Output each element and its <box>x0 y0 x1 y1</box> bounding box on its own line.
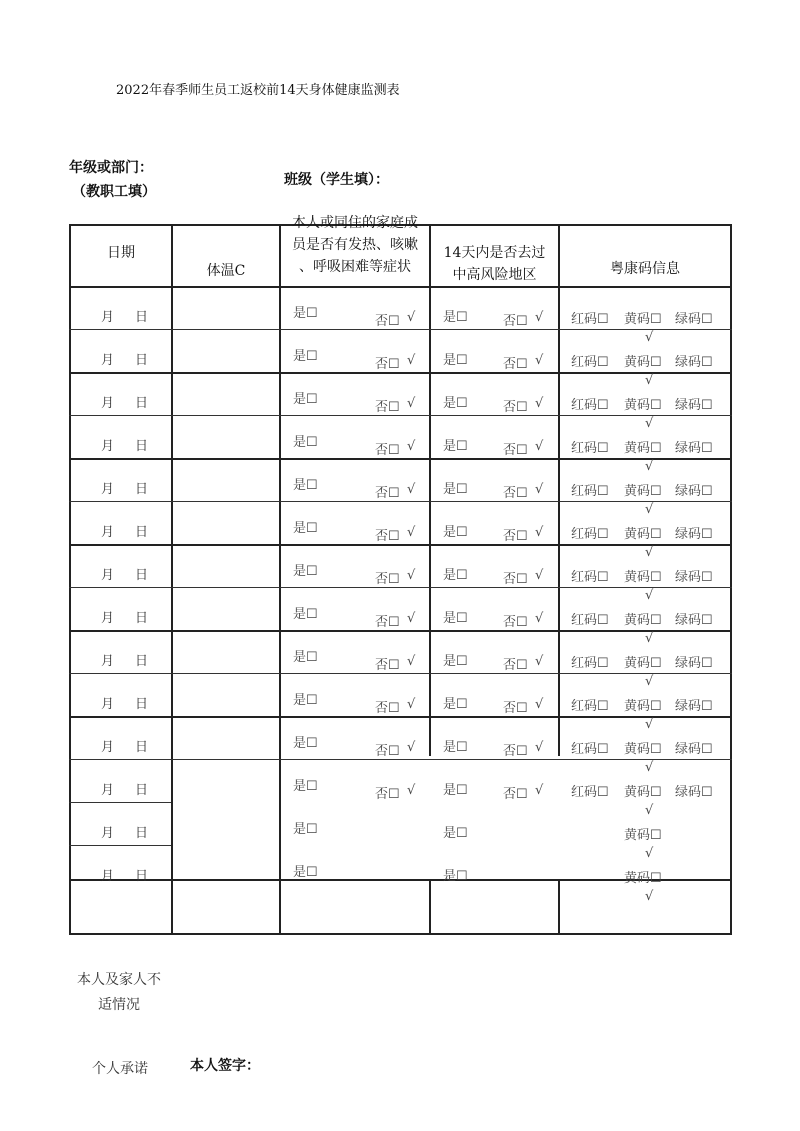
date-month: 月 <box>101 783 115 798</box>
row-divider <box>69 802 171 803</box>
symptom-yes-checkbox[interactable]: 是☐ <box>293 564 318 579</box>
row-divider <box>69 501 732 502</box>
green-code-checkbox[interactable]: 绿码☐ <box>675 398 713 413</box>
symptom-yes-checkbox[interactable]: 是☐ <box>293 865 318 880</box>
promise-label: 个人承诺 <box>92 1061 148 1077</box>
green-code-checkbox[interactable]: 绿码☐ <box>675 742 713 757</box>
date-day: 日 <box>135 310 149 325</box>
row-divider <box>69 845 171 846</box>
risk-yes-checkbox[interactable]: 是☐ <box>443 654 468 669</box>
discomfort-label-line1: 本人及家人不 <box>77 972 161 988</box>
checkmark: √ <box>535 568 544 583</box>
date-day: 日 <box>135 654 149 669</box>
risk-yes-checkbox[interactable]: 是☐ <box>443 396 468 411</box>
symptom-no-checkbox[interactable]: 否☐ <box>375 314 400 329</box>
checkmark: √ <box>407 525 416 540</box>
date-day: 日 <box>135 482 149 497</box>
date-day: 日 <box>135 396 149 411</box>
red-code-checkbox[interactable]: 红码☐ <box>571 742 609 757</box>
yellow-code-checkbox[interactable]: 黄码☐ <box>624 441 662 456</box>
yellow-code-checkbox[interactable]: 黄码☐ <box>624 355 662 370</box>
green-code-checkbox[interactable]: 绿码☐ <box>675 484 713 499</box>
checkmark: √ <box>407 310 416 325</box>
checkmark: √ <box>535 783 544 798</box>
page-title: 2022年春季师生员工返校前14天身体健康监测表 <box>116 83 400 98</box>
green-code-checkbox[interactable]: 绿码☐ <box>675 312 713 327</box>
checkmark: √ <box>407 654 416 669</box>
symptom-yes-checkbox[interactable]: 是☐ <box>293 478 318 493</box>
symptom-no-checkbox[interactable]: 否☐ <box>375 529 400 544</box>
symptom-no-checkbox[interactable]: 否☐ <box>375 744 400 759</box>
checkmark: √ <box>645 889 654 904</box>
row-divider <box>69 458 732 460</box>
row-divider <box>69 415 732 416</box>
checkmark: √ <box>645 459 654 474</box>
red-code-checkbox[interactable]: 红码☐ <box>571 570 609 585</box>
risk-yes-checkbox[interactable]: 是☐ <box>443 869 468 884</box>
date-month: 月 <box>101 697 115 712</box>
date-month: 月 <box>101 654 115 669</box>
red-code-checkbox[interactable]: 红码☐ <box>571 527 609 542</box>
checkmark: √ <box>535 396 544 411</box>
checkmark: √ <box>535 482 544 497</box>
date-day: 日 <box>135 697 149 712</box>
red-code-checkbox[interactable]: 红码☐ <box>571 613 609 628</box>
risk-yes-checkbox[interactable]: 是☐ <box>443 826 468 841</box>
yellow-code-checkbox[interactable]: 黄码☐ <box>624 871 662 886</box>
yellow-code-checkbox[interactable]: 黄码☐ <box>624 656 662 671</box>
checkmark: √ <box>407 783 416 798</box>
row-divider <box>69 716 732 718</box>
discomfort-label-line2: 适情况 <box>98 997 140 1013</box>
risk-no-checkbox[interactable]: 否☐ <box>503 357 528 372</box>
checkmark: √ <box>535 310 544 325</box>
symptom-yes-checkbox[interactable]: 是☐ <box>293 822 318 837</box>
date-day: 日 <box>135 525 149 540</box>
risk-yes-checkbox[interactable]: 是☐ <box>443 310 468 325</box>
green-code-checkbox[interactable]: 绿码☐ <box>675 656 713 671</box>
risk-no-checkbox[interactable]: 否☐ <box>503 443 528 458</box>
symptom-no-checkbox[interactable]: 否☐ <box>375 357 400 372</box>
col-header-risk-area <box>431 242 558 286</box>
red-code-checkbox[interactable]: 红码☐ <box>571 656 609 671</box>
row-divider <box>69 329 732 330</box>
green-code-checkbox[interactable]: 绿码☐ <box>675 570 713 585</box>
checkmark: √ <box>645 545 654 560</box>
yellow-code-checkbox[interactable]: 黄码☐ <box>624 742 662 757</box>
symptom-yes-checkbox[interactable]: 是☐ <box>293 607 318 622</box>
risk-no-checkbox[interactable]: 否☐ <box>503 701 528 716</box>
checkmark: √ <box>645 373 654 388</box>
yellow-code-checkbox[interactable]: 黄码☐ <box>624 527 662 542</box>
risk-yes-checkbox[interactable]: 是☐ <box>443 568 468 583</box>
date-day: 日 <box>135 783 149 798</box>
symptom-no-checkbox[interactable]: 否☐ <box>375 615 400 630</box>
symptom-yes-checkbox[interactable]: 是☐ <box>293 435 318 450</box>
health-monitor-table <box>69 215 732 935</box>
date-month: 月 <box>101 396 115 411</box>
checkmark: √ <box>645 674 654 689</box>
date-month: 月 <box>101 568 115 583</box>
checkmark: √ <box>407 697 416 712</box>
symptom-no-checkbox[interactable]: 否☐ <box>375 443 400 458</box>
checkmark: √ <box>645 846 654 861</box>
date-month: 月 <box>101 740 115 755</box>
col-header-date: 日期 <box>107 245 135 261</box>
date-day: 日 <box>135 826 149 841</box>
signature-label: 本人签字： <box>190 1058 260 1074</box>
checkmark: √ <box>407 611 416 626</box>
checkmark: √ <box>645 760 654 775</box>
risk-no-checkbox[interactable]: 否☐ <box>503 615 528 630</box>
checkmark: √ <box>407 740 416 755</box>
checkmark: √ <box>407 396 416 411</box>
row-divider <box>69 759 732 760</box>
symptom-no-checkbox[interactable]: 否☐ <box>375 787 400 802</box>
col-header-health-code: 粤康码信息 <box>610 261 680 277</box>
checkmark: √ <box>645 502 654 517</box>
date-month: 月 <box>101 611 115 626</box>
row-divider <box>69 544 732 546</box>
symptoms-header-line: 本人或同住的家庭成 <box>292 215 418 231</box>
yellow-code-checkbox[interactable]: 黄码☐ <box>624 312 662 327</box>
risk-no-checkbox[interactable]: 否☐ <box>503 658 528 673</box>
row-divider <box>69 587 732 588</box>
row-divider <box>69 372 732 374</box>
green-code-checkbox[interactable]: 绿码☐ <box>675 699 713 714</box>
yellow-code-checkbox[interactable]: 黄码☐ <box>624 398 662 413</box>
green-code-checkbox[interactable]: 绿码☐ <box>675 355 713 370</box>
green-code-checkbox[interactable]: 绿码☐ <box>675 441 713 456</box>
date-day: 日 <box>135 568 149 583</box>
risk-yes-checkbox[interactable]: 是☐ <box>443 740 468 755</box>
checkmark: √ <box>645 803 654 818</box>
risk-header-line: 中高风险地区 <box>452 267 537 283</box>
symptom-yes-checkbox[interactable]: 是☐ <box>293 521 318 536</box>
yellow-code-checkbox[interactable]: 黄码☐ <box>624 699 662 714</box>
checkmark: √ <box>407 439 416 454</box>
symptom-yes-checkbox[interactable]: 是☐ <box>293 693 318 708</box>
green-code-checkbox[interactable]: 绿码☐ <box>675 527 713 542</box>
date-month: 月 <box>101 482 115 497</box>
checkmark: √ <box>535 525 544 540</box>
date-month: 月 <box>101 826 115 841</box>
date-month: 月 <box>101 869 115 884</box>
date-day: 日 <box>135 353 149 368</box>
red-code-checkbox[interactable]: 红码☐ <box>571 398 609 413</box>
risk-yes-checkbox[interactable]: 是☐ <box>443 353 468 368</box>
red-code-checkbox[interactable]: 红码☐ <box>571 355 609 370</box>
checkmark: √ <box>645 631 654 646</box>
risk-yes-checkbox[interactable]: 是☐ <box>443 697 468 712</box>
date-day: 日 <box>135 869 149 884</box>
risk-header-line: 14天内是否去过 <box>443 245 546 261</box>
checkmark: √ <box>535 697 544 712</box>
risk-yes-checkbox[interactable]: 是☐ <box>443 525 468 540</box>
risk-no-checkbox[interactable]: 否☐ <box>503 529 528 544</box>
symptom-yes-checkbox[interactable]: 是☐ <box>293 650 318 665</box>
symptom-yes-checkbox[interactable]: 是☐ <box>293 736 318 751</box>
checkmark: √ <box>645 717 654 732</box>
yellow-code-checkbox[interactable]: 黄码☐ <box>624 613 662 628</box>
date-month: 月 <box>101 310 115 325</box>
red-code-checkbox[interactable]: 红码☐ <box>571 441 609 456</box>
yellow-code-checkbox[interactable]: 黄码☐ <box>624 484 662 499</box>
date-day: 日 <box>135 740 149 755</box>
checkmark: √ <box>535 654 544 669</box>
symptom-yes-checkbox[interactable]: 是☐ <box>293 349 318 364</box>
checkmark: √ <box>407 568 416 583</box>
symptom-no-checkbox[interactable]: 否☐ <box>375 572 400 587</box>
symptom-yes-checkbox[interactable]: 是☐ <box>293 392 318 407</box>
row-divider <box>69 673 732 674</box>
checkmark: √ <box>535 439 544 454</box>
checkmark: √ <box>645 588 654 603</box>
risk-no-checkbox[interactable]: 否☐ <box>503 744 528 759</box>
symptom-yes-checkbox[interactable]: 是☐ <box>293 779 318 794</box>
checkmark: √ <box>407 353 416 368</box>
green-code-checkbox[interactable]: 绿码☐ <box>675 785 713 800</box>
risk-no-checkbox[interactable]: 否☐ <box>503 486 528 501</box>
symptom-no-checkbox[interactable]: 否☐ <box>375 701 400 716</box>
risk-yes-checkbox[interactable]: 是☐ <box>443 439 468 454</box>
date-month: 月 <box>101 525 115 540</box>
risk-yes-checkbox[interactable]: 是☐ <box>443 783 468 798</box>
date-month: 月 <box>101 353 115 368</box>
symptoms-header-line: 员是否有发热、咳嗽 <box>292 237 418 253</box>
checkmark: √ <box>645 416 654 431</box>
date-day: 日 <box>135 439 149 454</box>
risk-no-checkbox[interactable]: 否☐ <box>503 572 528 587</box>
row-divider <box>69 630 732 632</box>
yellow-code-checkbox[interactable]: 黄码☐ <box>624 828 662 843</box>
grade-dept-label: 年级或部门： <box>69 160 153 176</box>
risk-yes-checkbox[interactable]: 是☐ <box>443 482 468 497</box>
risk-yes-checkbox[interactable]: 是☐ <box>443 611 468 626</box>
col-header-temperature: 体温C <box>206 263 246 279</box>
col-header-symptoms <box>281 212 429 278</box>
red-code-checkbox[interactable]: 红码☐ <box>571 484 609 499</box>
symptoms-header-line: 、呼吸困难等症状 <box>299 259 411 275</box>
checkmark: √ <box>535 353 544 368</box>
yellow-code-checkbox[interactable]: 黄码☐ <box>624 785 662 800</box>
risk-no-checkbox[interactable]: 否☐ <box>503 400 528 415</box>
green-code-checkbox[interactable]: 绿码☐ <box>675 613 713 628</box>
staff-fill-label: （教职工填） <box>72 184 156 200</box>
red-code-checkbox[interactable]: 红码☐ <box>571 312 609 327</box>
symptom-no-checkbox[interactable]: 否☐ <box>375 658 400 673</box>
checkmark: √ <box>407 482 416 497</box>
checkmark: √ <box>535 611 544 626</box>
red-code-checkbox[interactable]: 红码☐ <box>571 785 609 800</box>
date-day: 日 <box>135 611 149 626</box>
risk-no-checkbox[interactable]: 否☐ <box>503 314 528 329</box>
checkmark: √ <box>535 740 544 755</box>
checkmark: √ <box>645 330 654 345</box>
class-label: 班级（学生填）： <box>284 172 389 188</box>
symptom-yes-checkbox[interactable]: 是☐ <box>293 306 318 321</box>
date-month: 月 <box>101 439 115 454</box>
symptom-no-checkbox[interactable]: 否☐ <box>375 400 400 415</box>
symptom-no-checkbox[interactable]: 否☐ <box>375 486 400 501</box>
red-code-checkbox[interactable]: 红码☐ <box>571 699 609 714</box>
yellow-code-checkbox[interactable]: 黄码☐ <box>624 570 662 585</box>
risk-no-checkbox[interactable]: 否☐ <box>503 787 528 802</box>
